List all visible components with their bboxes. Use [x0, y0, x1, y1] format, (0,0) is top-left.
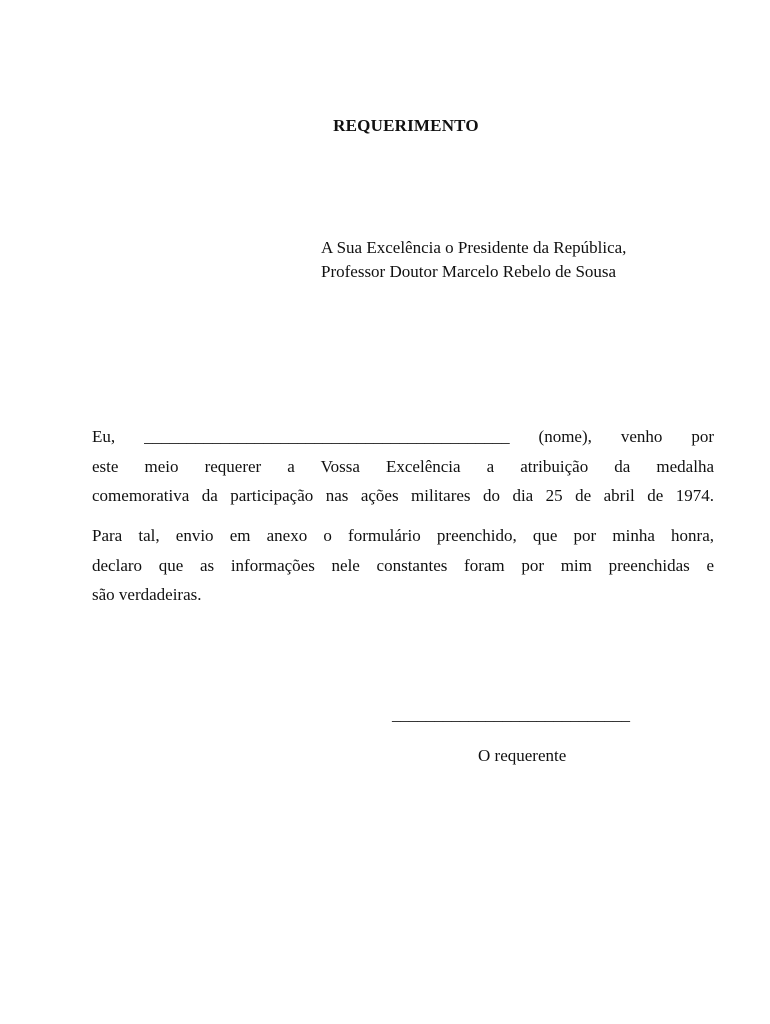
declaration-line-3: são verdadeiras.	[92, 585, 202, 604]
declaration-paragraph	[92, 521, 714, 610]
request-line-1: Eu, ___________________________________________ (nome), venho por	[92, 427, 714, 446]
declaration-line-2: declaro que as informações nele constantes foram por mim preenchidas e	[92, 555, 714, 575]
addressee-block	[321, 236, 626, 284]
declaration-line-1: Para tal, envio em anexo o formulário preenchido, que por minha honra,	[92, 526, 714, 545]
signature-label: O requerente	[478, 746, 567, 765]
addressee-line-2: Professor Doutor Marcelo Rebelo de Sousa	[321, 262, 617, 281]
request-line-3: comemorativa da participação nas ações militares do dia 25 de abril de 1974.	[92, 486, 714, 505]
document-title: REQUERIMENTO	[333, 116, 479, 135]
addressee-line-1: A Sua Excelência o Presidente da República,	[321, 238, 627, 257]
request-line-2: este meio requerer a Vossa Excelência a atribuição da medalha	[92, 456, 714, 476]
request-paragraph	[92, 422, 714, 511]
signature-line: ____________________________	[392, 705, 630, 724]
